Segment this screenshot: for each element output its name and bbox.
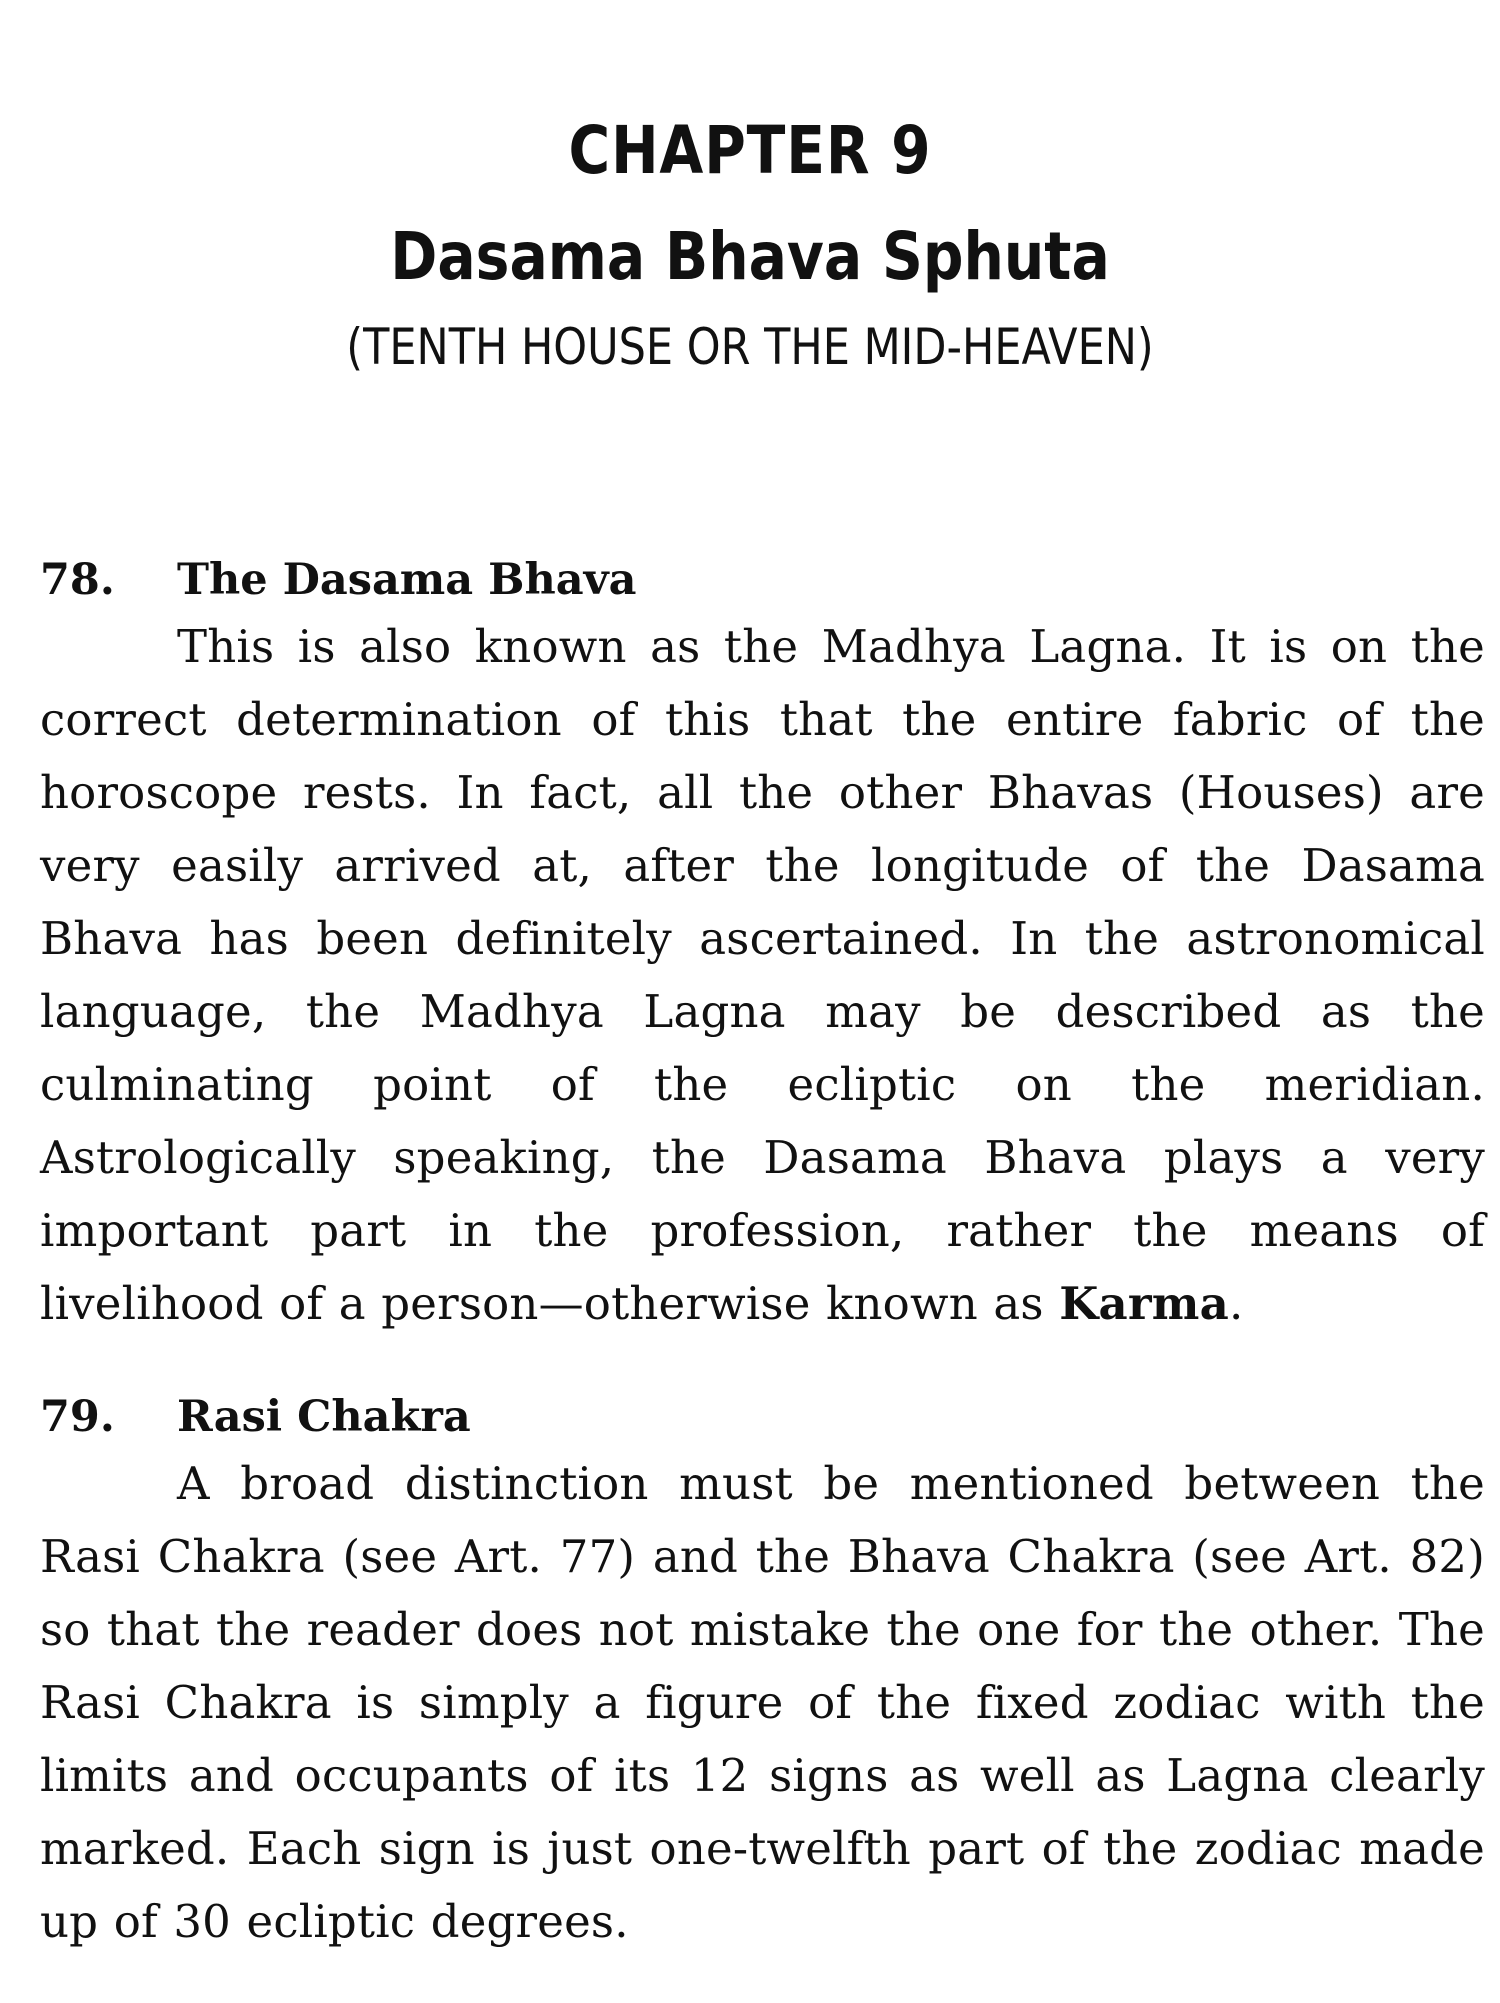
chapter-label: CHAPTER 9 xyxy=(568,112,932,189)
section-number: 78. xyxy=(40,555,115,605)
paragraph-end: . xyxy=(1228,1277,1244,1330)
chapter-subtitle: (TENTH HOUSE OR THE MID-HEAVEN) xyxy=(346,318,1154,376)
section-heading xyxy=(40,1387,1485,1447)
paragraph-text: A broad distinction must be mentioned between the Rasi Chakra (see Art. 77) and the Bhava Chakra (see Art. 82) so that the reader does not mistake the one for the other. The Rasi Chakra is simply a figure of the fixed zodiac with the limits and occupants of its 12 signs as well as Lagna clearly marked. Each sign is just one-twelfth part of the zodiac made up of 30 ecliptic degrees. xyxy=(40,1457,1485,1948)
section-title: Rasi Chakra xyxy=(177,1392,471,1442)
section-heading xyxy=(40,550,1485,610)
section-78 xyxy=(40,550,1485,1385)
section-paragraph xyxy=(40,1447,1485,1958)
chapter-title: Dasama Bhava Sphuta xyxy=(390,218,1110,295)
section-paragraph xyxy=(40,610,1485,1340)
section-79 xyxy=(40,1387,1485,2003)
paragraph-text: This is also known as the Madhya Lagna. It is on the correct determination of this that the entire fabric of the horoscope rests. In fact, all the other Bhavas (Houses) are very easily arrived at, after the longitude of the Dasama Bhava has been definitely ascertained. In the astronomical language, the Madhya Lagna may be described as the culminating point of the ecliptic on the meridian. Astrologically speaking, the Dasama Bhava plays a very important part in the profession, rather the means of livelihood of a person—otherwise known as xyxy=(40,620,1485,1330)
emphasis-karma: Karma xyxy=(1059,1277,1229,1330)
section-number: 79. xyxy=(40,1392,115,1442)
section-title: The Dasama Bhava xyxy=(177,555,637,605)
